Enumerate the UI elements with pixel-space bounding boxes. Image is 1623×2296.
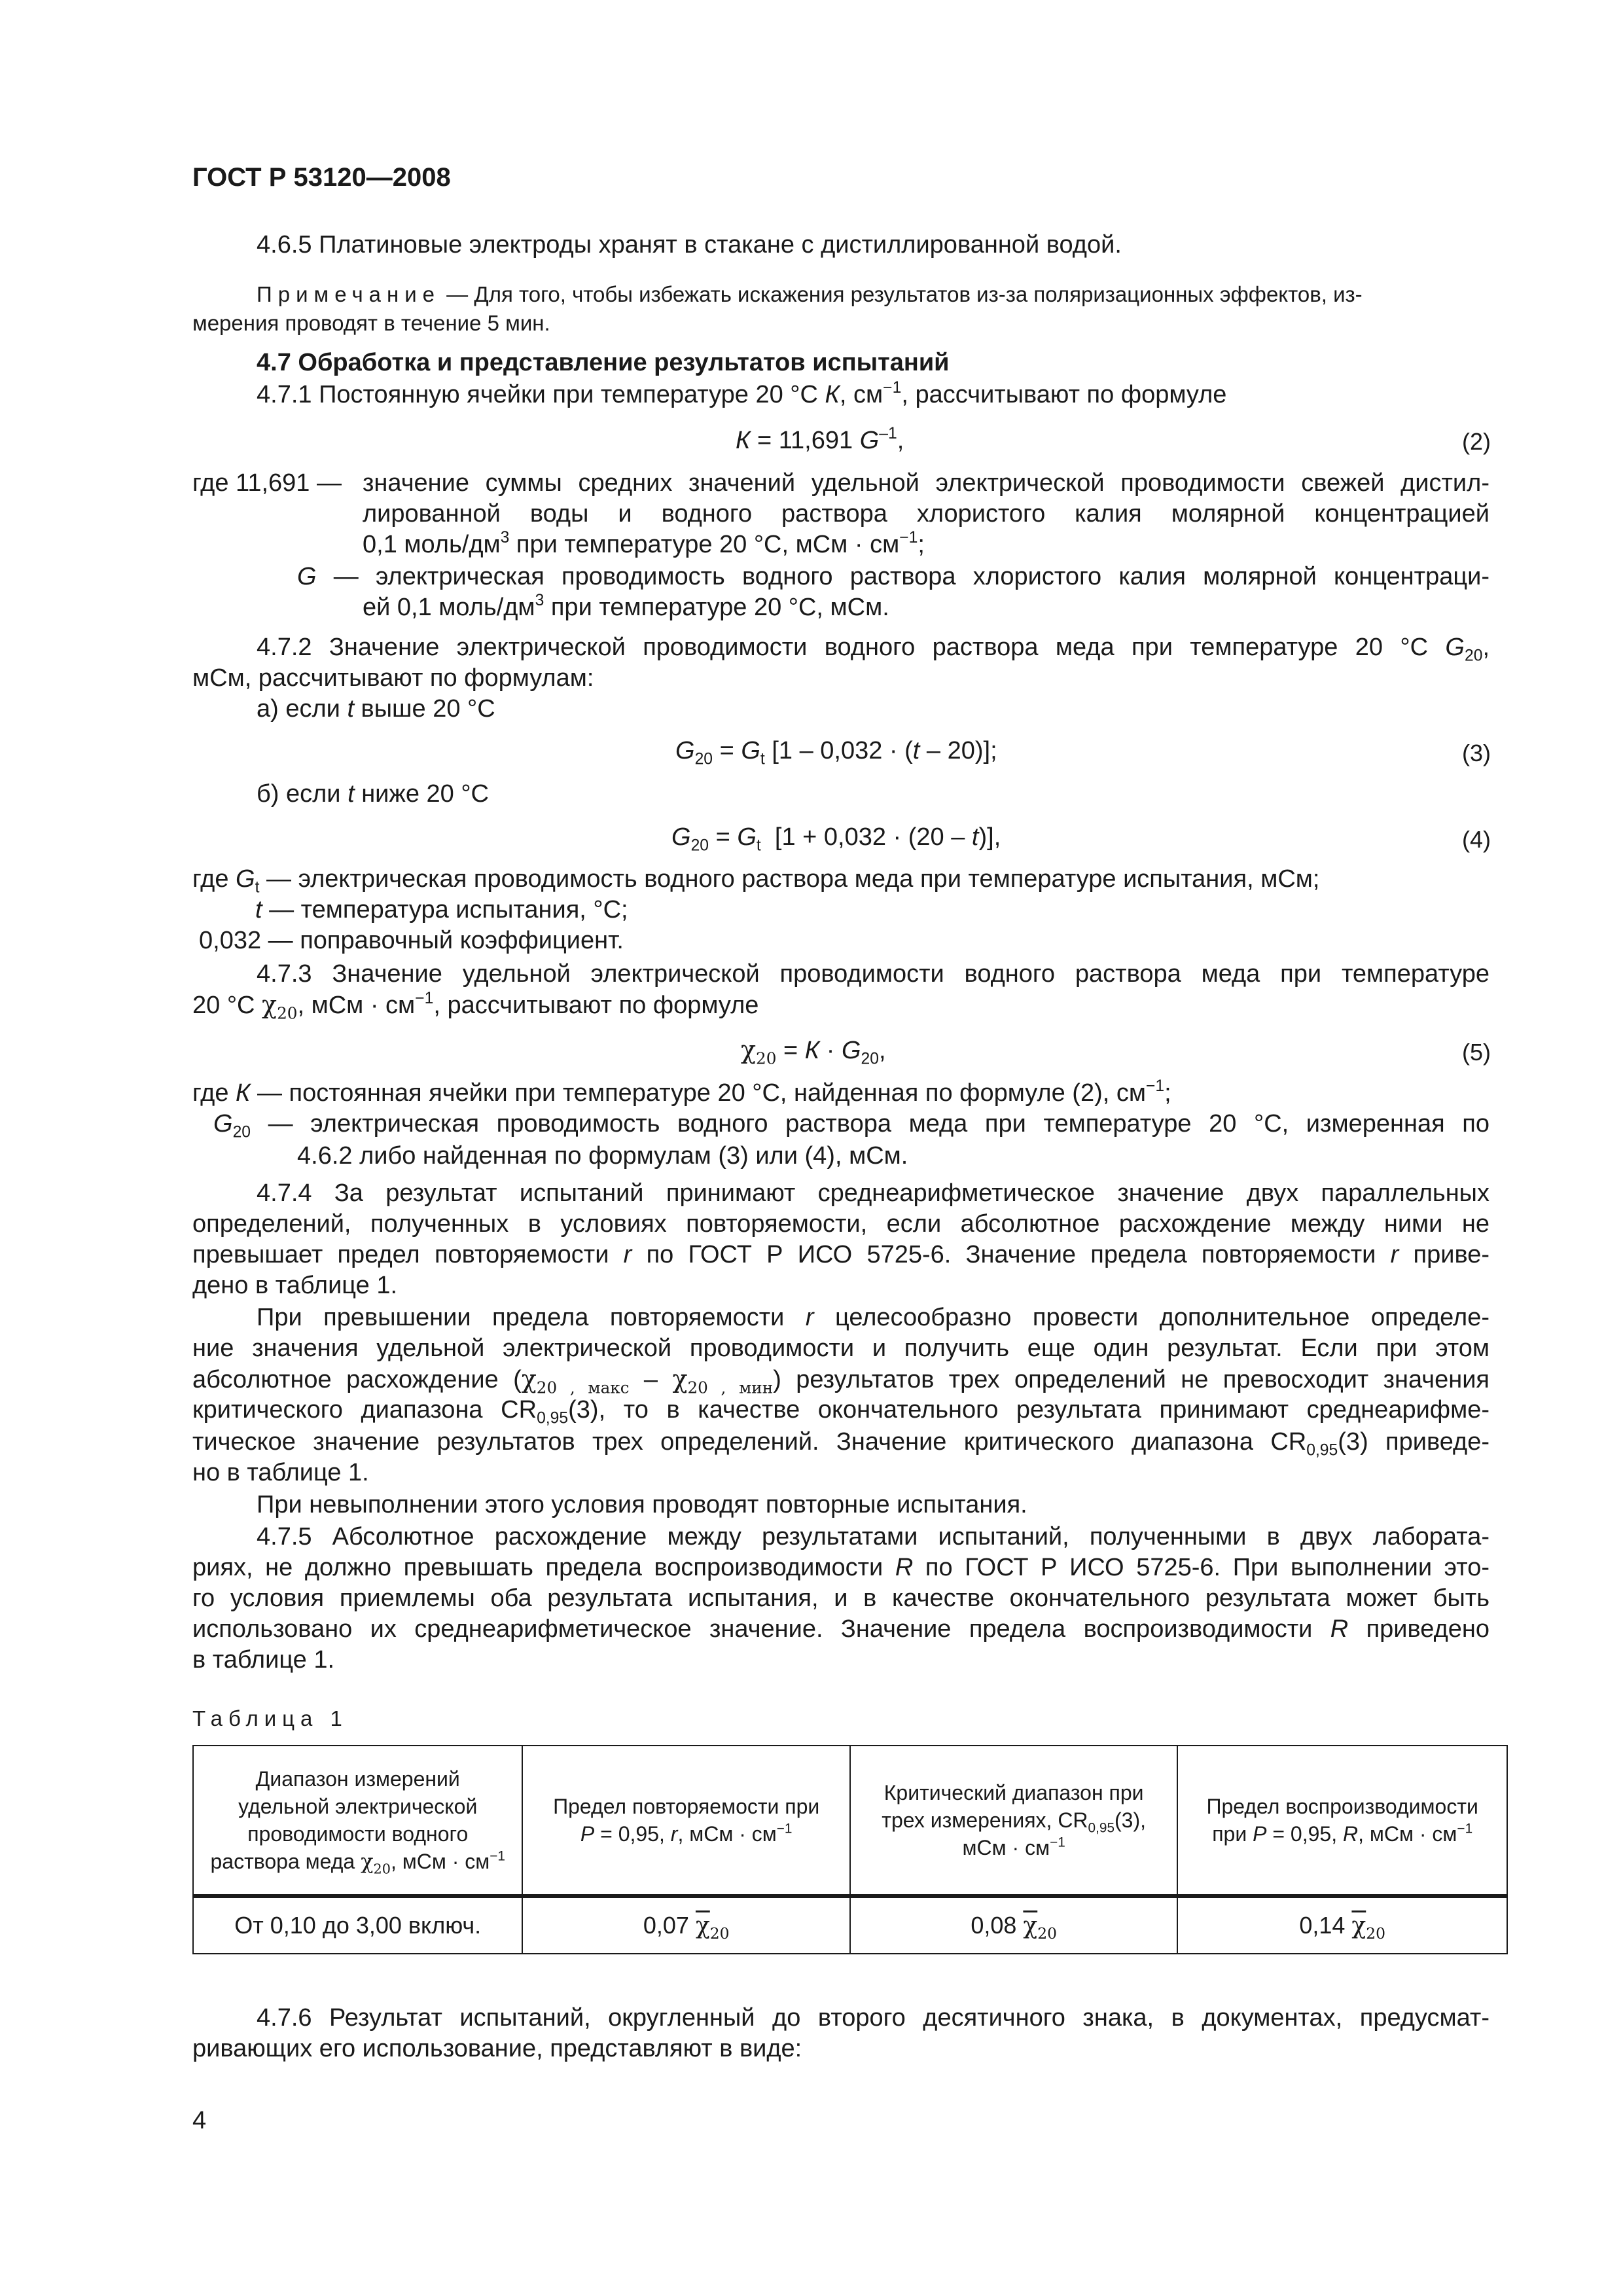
table-1 bbox=[192, 1745, 1508, 1954]
table-header-range: Диапазон измерений удельной электрической проводимости водного раствора меда $\chi_{20}$, мСм · $см^{-1}$ bbox=[193, 1746, 522, 1896]
note-line-1: Примечание — Для того, чтобы избежать искажения результатов из-за поляризационных эффектов, из- bbox=[257, 282, 1363, 306]
paragraph-4-7-6-line-1: 4.7.6 Результат испытаний, округленный до второго десятичного знака, в документах, предусмат- bbox=[257, 2004, 1489, 2032]
where-text-line-1: значение суммы средних значений удельной электрической проводимости свежей дистил- bbox=[363, 469, 1489, 497]
paragraph-repeat-line-4: критического диапазона $CR_{0,95}(3)$, то в качестве окончательного результата принимают среднеарифме- bbox=[192, 1396, 1489, 1427]
table-cell-reproducibility: 0,14 $\overline{\chi}_{20}$ bbox=[1177, 1896, 1507, 1954]
table-header-row bbox=[193, 1746, 1507, 1896]
case-a: а) если t выше 20 °С bbox=[257, 695, 495, 723]
formula-3: $G_{20} = G_t$ [1 – 0,032 · (t – 20)]; bbox=[675, 737, 997, 768]
paragraph-4-7-5-line-1: 4.7.5 Абсолютное расхождение между результатами испытаний, полученными в двух лабората- bbox=[257, 1523, 1489, 1551]
table-cell-critical-range: 0,08 $\overline{\chi}_{20}$ bbox=[850, 1896, 1177, 1954]
paragraph-4-7-3-line-1: 4.7.3 Значение удельной электрической проводимости водного раствора меда при температуре bbox=[257, 960, 1489, 988]
note-line-2: мерения проводят в течение 5 мин. bbox=[192, 311, 550, 335]
paragraph-repeat-line-1: При превышении предела повторяемости r целесообразно провести дополнительное определе- bbox=[257, 1304, 1489, 1331]
paragraph-repeat-line-3: абсолютное расхождение $(\chi_{20 , макс} - \chi_{20 , мин})$ результатов трех определений не превосходит значения bbox=[192, 1365, 1490, 1397]
table-cell-repeatability: 0,07 $\overline{\chi}_{20}$ bbox=[522, 1896, 849, 1954]
table-caption: Таблица 1 bbox=[192, 1706, 348, 1731]
note-label: Примечание bbox=[257, 282, 441, 306]
paragraph-repeat-line-5: тическое значение результатов трех определений. Значение критического диапазона $CR_{0,95}(3)$ приведе- bbox=[192, 1428, 1489, 1460]
paragraph-4-7-3-line-2: 20 °С $\chi_{20}$, мСм · $см^{-1}$, рассчитывают по формуле bbox=[192, 990, 759, 1023]
table-header-repeatability: Предел повторяемости при P = 0,95, r, мСм · $см^{-1}$ bbox=[522, 1746, 849, 1896]
equation-number-5: (5) bbox=[1462, 1039, 1491, 1066]
paragraph-4-7-1: 4.7.1 Постоянную ячейки при температуре 20 °С К, $см^{-1}$, рассчитывают по формуле bbox=[257, 379, 1227, 408]
equation-number-4: (4) bbox=[1462, 826, 1491, 853]
table-row bbox=[193, 1896, 1507, 1954]
section-heading-4-7: 4.7 Обработка и представление результатов испытаний bbox=[257, 349, 950, 376]
where-g-line-2: ей 0,1 моль/$дм^3$ при температуре 20 °С, мСм. bbox=[363, 592, 889, 621]
table-header-reproducibility: Предел воспроизводимости при P = 0,95, R, мСм · $см^{-1}$ bbox=[1177, 1746, 1507, 1896]
where-t: t — температура испытания, °С; bbox=[255, 896, 628, 924]
where-gt: где $G_t$ — электрическая проводимость водного раствора меда при температуре испытания, мСм; bbox=[192, 865, 1320, 897]
paragraph-retest: При невыполнении этого условия проводят повторные испытания. bbox=[257, 1491, 1027, 1518]
table-header-critical-range: Критический диапазон при трех измерениях, $CR_{0,95}(3)$, мСм · $см^{-1}$ bbox=[850, 1746, 1177, 1896]
where-text-line-2: лированной воды и водного раствора хлористого калия молярной концентрацией bbox=[363, 500, 1489, 528]
doc-title: ГОСТ Р 53120—2008 bbox=[192, 163, 451, 192]
paragraph-repeat-line-6: но в таблице 1. bbox=[192, 1459, 369, 1486]
equation-number-3: (3) bbox=[1462, 740, 1491, 766]
formula-4: $G_{20} = G_t$ [1 + 0,032 · (20 – t)], bbox=[671, 823, 1001, 855]
paragraph-4-7-5-line-5: в таблице 1. bbox=[192, 1646, 335, 1674]
where-g20-line-2: 4.6.2 либо найденная по формулам (3) или (4), мСм. bbox=[297, 1142, 908, 1170]
paragraph-4-7-4-line-1: 4.7.4 За результат испытаний принимают среднеарифметическое значение двух параллельных bbox=[257, 1179, 1489, 1207]
where-g20-line-1: $G_{20}$ — электрическая проводимость водного раствора меда при температуре 20 °С, измеренная по bbox=[213, 1110, 1489, 1141]
paragraph-4-7-6-line-2: ривающих его использование, представляют в виде: bbox=[192, 2035, 802, 2062]
paragraph-repeat-line-2: ние значения удельной электрической проводимости и получить еще один результат. Если при этом bbox=[192, 1335, 1489, 1362]
paragraph-4-6-5: 4.6.5 Платиновые электроды хранят в стакане с дистиллированной водой. bbox=[257, 231, 1122, 259]
paragraph-4-7-2-line-2: мСм, рассчитывают по формулам: bbox=[192, 664, 594, 692]
formula-5: $\chi_{20} = К \cdot G_{20}$, bbox=[741, 1035, 886, 1068]
where-k: где К — постоянная ячейки при температуре 20 °С, найденная по формуле (2), $см^{-1}$; bbox=[192, 1077, 1171, 1107]
paragraph-4-7-4-line-2: определений, полученных в условиях повторяемости, если абсолютное расхождение между ними не bbox=[192, 1210, 1489, 1238]
equation-number-2: (2) bbox=[1462, 428, 1491, 455]
paragraph-4-7-5-line-3: го условия приемлемы оба результата испытания, и в качестве окончательного результата может быть bbox=[192, 1585, 1489, 1612]
where-coefficient: 0,032 — поправочный коэффициент. bbox=[199, 927, 624, 954]
paragraph-4-7-2-line-1: 4.7.2 Значение электрической проводимости водного раствора меда при температуре 20 °С $G_{20}$, bbox=[257, 634, 1489, 665]
paragraph-4-7-5-line-4: использовано их среднеарифметическое значение. Значение предела воспроизводимости R приведено bbox=[192, 1615, 1489, 1643]
paragraph-4-7-5-line-2: риях, не должно превышать предела воспроизводимости R по ГОСТ Р ИСО 5725-6. При выполнении это- bbox=[192, 1554, 1489, 1581]
where-g-line-1: G — электрическая проводимость водного раствора хлористого калия молярной концентраци- bbox=[297, 563, 1489, 590]
where-text-line-3: 0,1 моль/$дм^3$ при температуре 20 °С, мСм · $см^{-1}$; bbox=[363, 529, 925, 558]
paragraph-4-7-4-line-3: превышает предел повторяемости r по ГОСТ Р ИСО 5725-6. Значение предела повторяемости r приве- bbox=[192, 1241, 1490, 1268]
case-b: б) если t ниже 20 °С bbox=[257, 780, 489, 808]
paragraph-4-7-4-line-4: дено в таблице 1. bbox=[192, 1272, 398, 1299]
page-number: 4 bbox=[192, 2107, 207, 2134]
table-cell-range: От 0,10 до 3,00 включ. bbox=[193, 1896, 522, 1954]
where-lead: где 11,691 — bbox=[192, 469, 342, 497]
formula-2: К = 11,691 $G^{-1}$, bbox=[736, 425, 904, 454]
